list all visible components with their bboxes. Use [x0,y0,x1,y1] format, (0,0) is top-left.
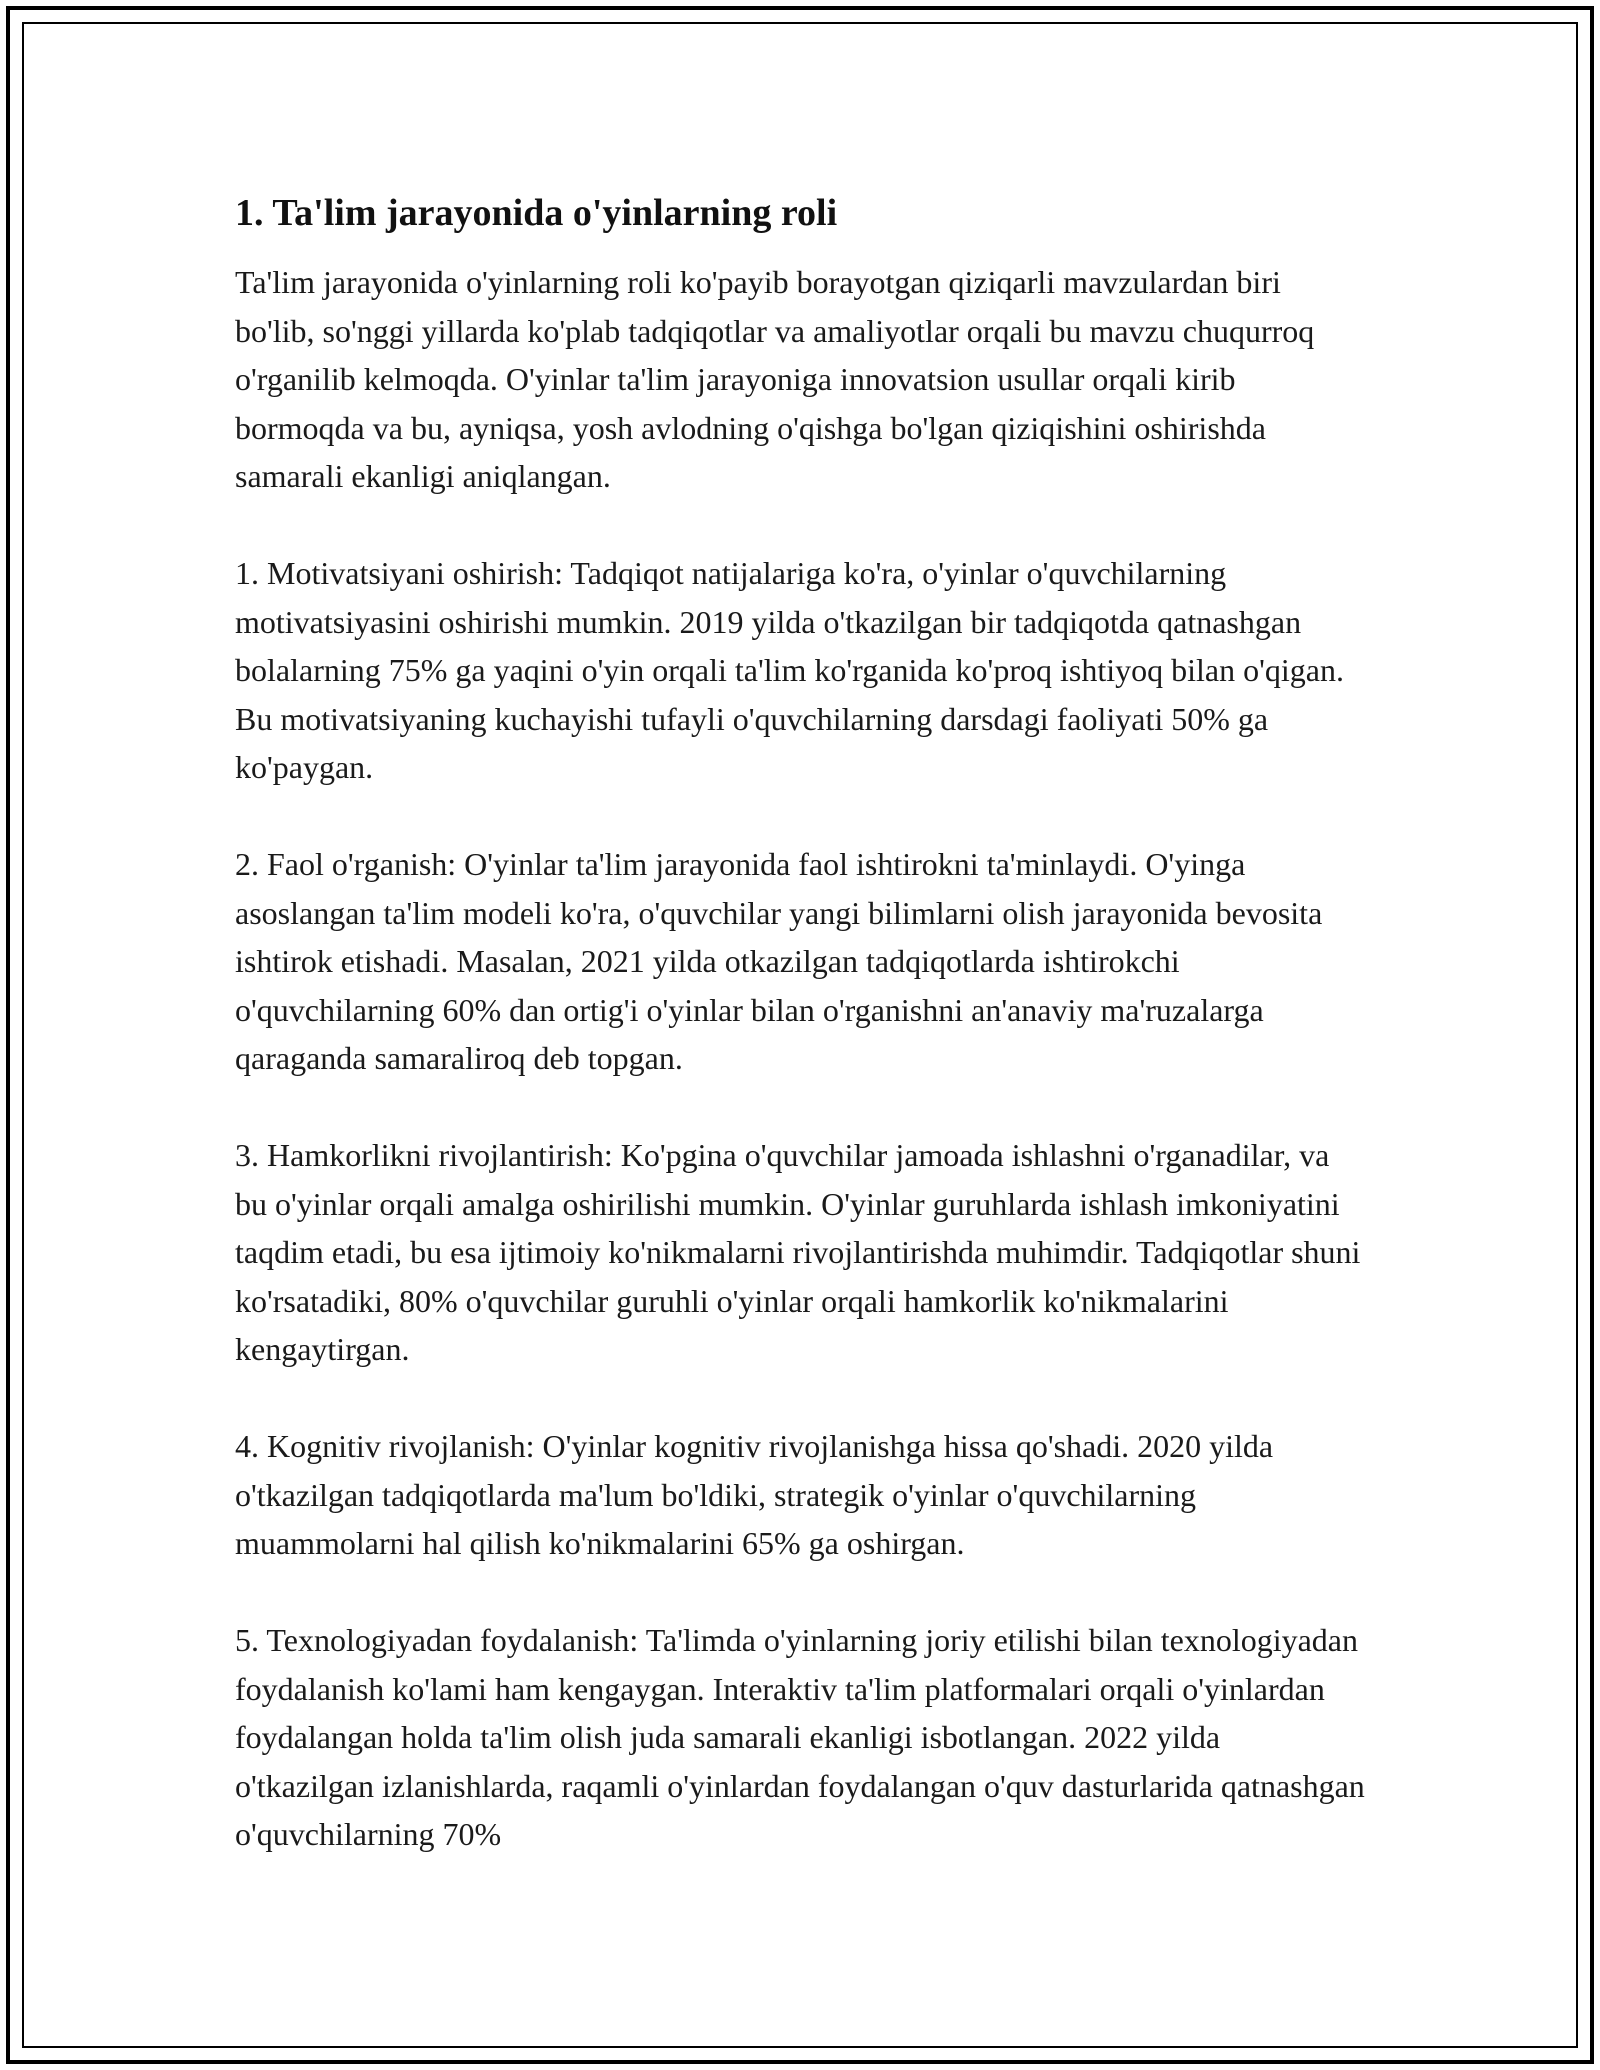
intro-paragraph: Ta'lim jarayonida o'yinlarning roli ko'payib borayotgan qiziqarli mavzulardan biri bo'lib, so'nggi yillarda ko'plab tadqiqotlar va amaliyotlar orqali bu mavzu chuqurroq o'rganilib kelmoqda. O'yinlar ta'lim jarayoniga innovatsion usullar orqali kirib bormoqda va bu, ayniqsa, yosh avlodning o'qishga bo'lgan qiziqishini oshirishda samarali ekanligi aniqlangan. [235,264,1315,494]
paragraph-active-learning: 2. Faol o'rganish: O'yinlar ta'lim jarayonida faol ishtirokni ta'minlaydi. O'yinga asoslangan ta'lim modeli ko'ra, o'quvchilar yangi bilimlarni olish jarayonida bevosita ishtirok etishadi. Masalan, 2021 yilda otkazilgan tadqiqotlarda ishtirokchi o'quvchilarning 60% dan ortig'i o'yinlar bilan o'rganishni an'anaviy ma'ruzalarga qaraganda samaraliroq deb topgan. [235,846,1323,1076]
paragraph-cognitive: 4. Kognitiv rivojlanish: O'yinlar kognitiv rivojlanishga hissa qo'shadi. 2020 yilda o'tkazilgan tadqiqotlarda ma'lum bo'ldiki, strategik o'yinlar o'quvchilarning muammolarni hal qilish ko'nikmalarini 65% ga oshirgan. [235,1428,1274,1561]
document-body [235,188,1365,1907]
paragraph-collaboration: 3. Hamkorlikni rivojlantirish: Ko'pgina o'quvchilar jamoada ishlashni o'rganadilar, va bu o'yinlar orqali amalga oshirilishi mumkin. O'yinlar guruhlarda ishlash imkoniyatini taqdim etadi, bu esa ijtimoiy ko'nikmalarni rivojlantirishda muhimdir. Tadqiqotlar shuni ko'rsatadiki, 80% o'quvchilar guruhli o'yinlar orqali hamkorlik ko'nikmalarini kengaytirgan. [235,1137,1361,1367]
section-heading: 1. Ta'lim jarayonida o'yinlarning roli [235,192,838,234]
paragraph-motivation: 1. Motivatsiyani oshirish: Tadqiqot natijalariga ko'ra, o'yinlar o'quvchilarning motivatsiyasini oshirishi mumkin. 2019 yilda o'tkazilgan bir tadqiqotda qatnashgan bolalarning 75% ga yaqini o'yin orqali ta'lim ko'rganida ko'proq ishtiyoq bilan o'qigan. Bu motivatsiyaning kuchayishi tufayli o'quvchilarning darsdagi faoliyati 50% ga ko'paygan. [235,555,1344,785]
paragraph-technology: 5. Texnologiyadan foydalanish: Ta'limda o'yinlarning joriy etilishi bilan texnologiyadan foydalanish ko'lami ham kengaygan. Interaktiv ta'lim platformalari orqali o'yinlardan foydalangan holda ta'lim olish juda samarali ekanligi isbotlangan. 2022 yilda o'tkazilgan izlanishlarda, raqamli o'yinlardan foydalangan o'quv dasturlarida qatnashgan o'quvchilarning 70% [235,1622,1365,1852]
